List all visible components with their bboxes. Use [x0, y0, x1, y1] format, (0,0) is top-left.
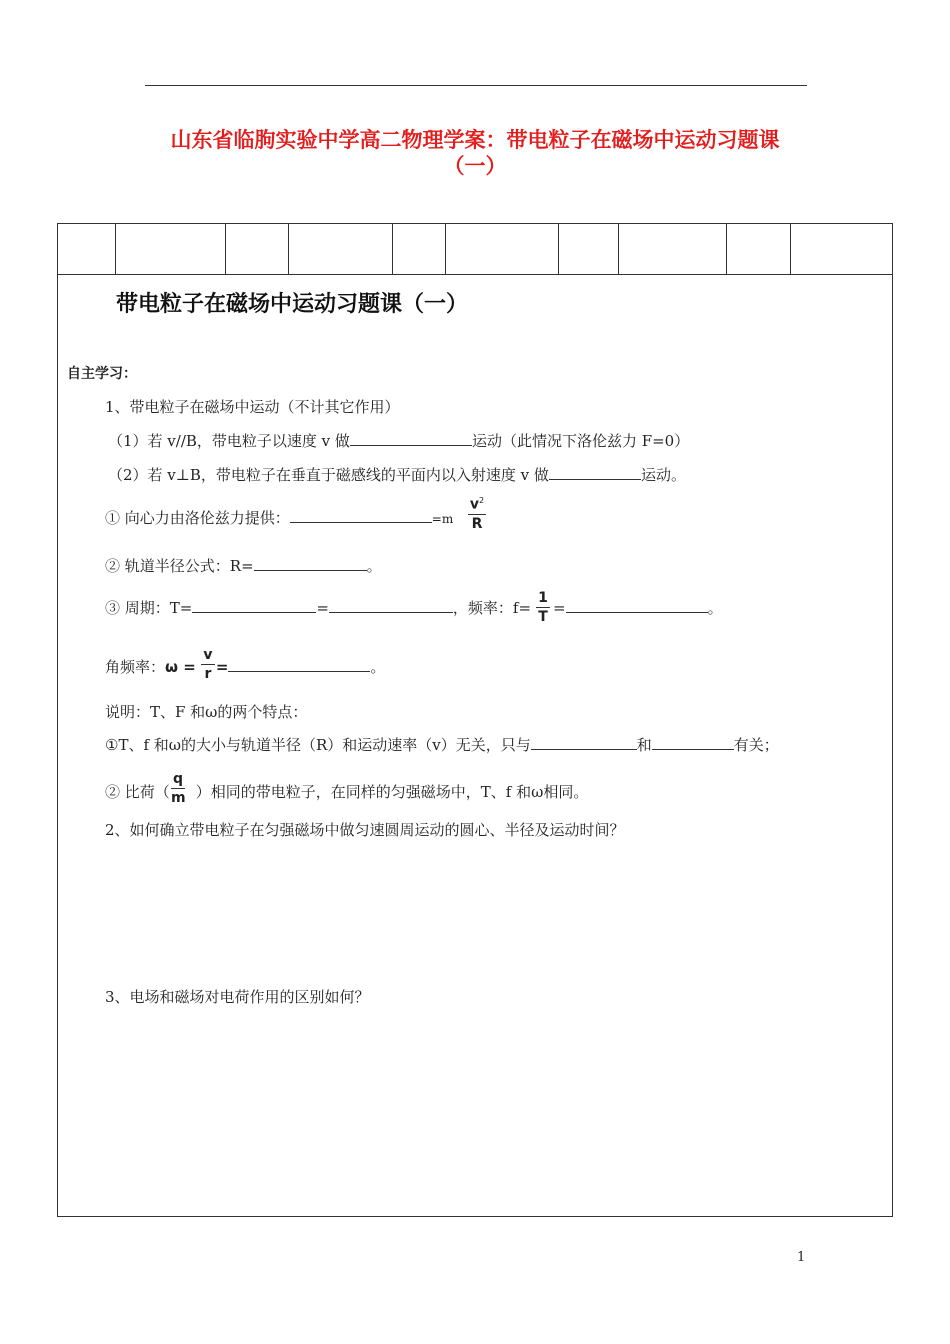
fraction-denominator: m: [171, 790, 186, 806]
fraction-bar: [536, 607, 550, 608]
lesson-heading: 带电粒子在磁场中运动习题课（一）: [116, 292, 469, 317]
question-3: 3、电场和磁场对电荷作用的区别如何？: [105, 988, 370, 1006]
header-cell-divider: [618, 224, 619, 275]
question-1-intro: 1、带电粒子在磁场中运动（不计其它作用）: [105, 398, 400, 416]
question-2: 2、如何确立带电粒子在匀强磁场中做匀速圆周运动的圆心、半径及运动时间？: [105, 821, 625, 839]
fraction-denominator: r: [204, 666, 212, 682]
header-cell-divider: [392, 224, 393, 275]
fraction-v-over-r: [201, 647, 215, 682]
note-2-tail: ）相同的带电粒子，在同样的匀强磁场中，T、f 和ω相同。: [195, 783, 589, 801]
fraction-numerator: 1: [538, 590, 548, 606]
answer-blank[interactable]: [549, 466, 641, 480]
answer-blank[interactable]: [254, 557, 367, 571]
question-1b: [108, 464, 686, 485]
fraction-q-over-m: [171, 771, 185, 806]
item-3-text: ③ 周期：T=: [105, 599, 193, 617]
answer-blank[interactable]: [350, 432, 472, 446]
angular-frequency-label: 角频率：: [105, 658, 166, 676]
header-cell-divider: [288, 224, 289, 275]
header-cell-divider: [790, 224, 791, 275]
section-label: 自主学习：: [67, 366, 137, 382]
item-3-eq2: =: [553, 599, 566, 617]
omega-symbol: ω =: [165, 658, 196, 676]
question-1a: [108, 430, 689, 451]
fraction-numerator: v: [469, 496, 480, 513]
answer-blank[interactable]: [652, 736, 734, 750]
answer-blank[interactable]: [290, 509, 432, 523]
fraction-bar: [171, 788, 185, 789]
item-2: [105, 555, 382, 576]
answer-blank[interactable]: [531, 736, 637, 750]
item-2-text: ② 轨道半径公式：R=: [105, 557, 254, 575]
fraction-bar: [468, 514, 486, 515]
angular-frequency: [105, 656, 385, 677]
document-title: 山东省临朐实验中学高二物理学案：带电粒子在磁场中运动习题课: [170, 128, 780, 152]
answer-blank[interactable]: [329, 599, 453, 613]
item-3-tail: 。: [707, 599, 723, 617]
fraction-bar: [201, 664, 215, 665]
item-1: [105, 507, 453, 528]
document-title-line2: （一）: [443, 154, 507, 178]
header-cell-divider: [115, 224, 116, 275]
note-1-and: 和: [636, 736, 652, 754]
fraction-denominator: R: [471, 515, 483, 532]
page-number: 1: [797, 1250, 806, 1265]
header-cell-divider: [445, 224, 446, 275]
worksheet-frame: [57, 223, 893, 1217]
note-2-text: ② 比荷（: [105, 783, 170, 801]
note-1-tail: 有关；: [733, 736, 779, 754]
item-1-text: ① 向心力由洛伦兹力提供：: [105, 509, 290, 527]
fraction-v2-over-r: [468, 496, 486, 532]
note-1: [105, 734, 779, 755]
fraction-1-over-t: [536, 590, 550, 625]
header-cell-divider: [225, 224, 226, 275]
omega-eq: =: [215, 658, 229, 676]
top-rule: [145, 85, 807, 86]
angular-frequency-tail: 。: [370, 658, 386, 676]
question-1a-tail: 运动（此情况下洛伦兹力 F=0）: [471, 432, 690, 450]
fraction-denominator: T: [538, 609, 548, 625]
fraction-superscript: 2: [479, 496, 485, 505]
question-1b-text: （2）若 v⊥B，带电粒子在垂直于磁感线的平面内以入射速度 v 做: [108, 466, 549, 484]
answer-blank[interactable]: [192, 599, 316, 613]
header-cell-divider: [558, 224, 559, 275]
question-1b-tail: 运动。: [640, 466, 686, 484]
question-1a-text: （1）若 v//B，带电粒子以速度 v 做: [108, 432, 350, 450]
answer-blank[interactable]: [566, 599, 708, 613]
header-grid: [58, 224, 892, 275]
item-3-frequency: ，频率：f=: [452, 599, 532, 617]
item-3: [105, 597, 723, 618]
note-1-text: ①T、f 和ω的大小与轨道半径（R）和运动速率（v）无关，只与: [105, 736, 531, 754]
item-3-eq1: =: [316, 599, 329, 617]
item-1-eq: =m: [431, 512, 454, 526]
header-cell-divider: [726, 224, 727, 275]
note: 说明：T、F 和ω的两个特点：: [105, 703, 308, 721]
fraction-numerator: q: [172, 771, 184, 787]
fraction-numerator: v: [203, 647, 213, 663]
answer-blank[interactable]: [228, 658, 370, 672]
item-2-tail: 。: [366, 557, 382, 575]
